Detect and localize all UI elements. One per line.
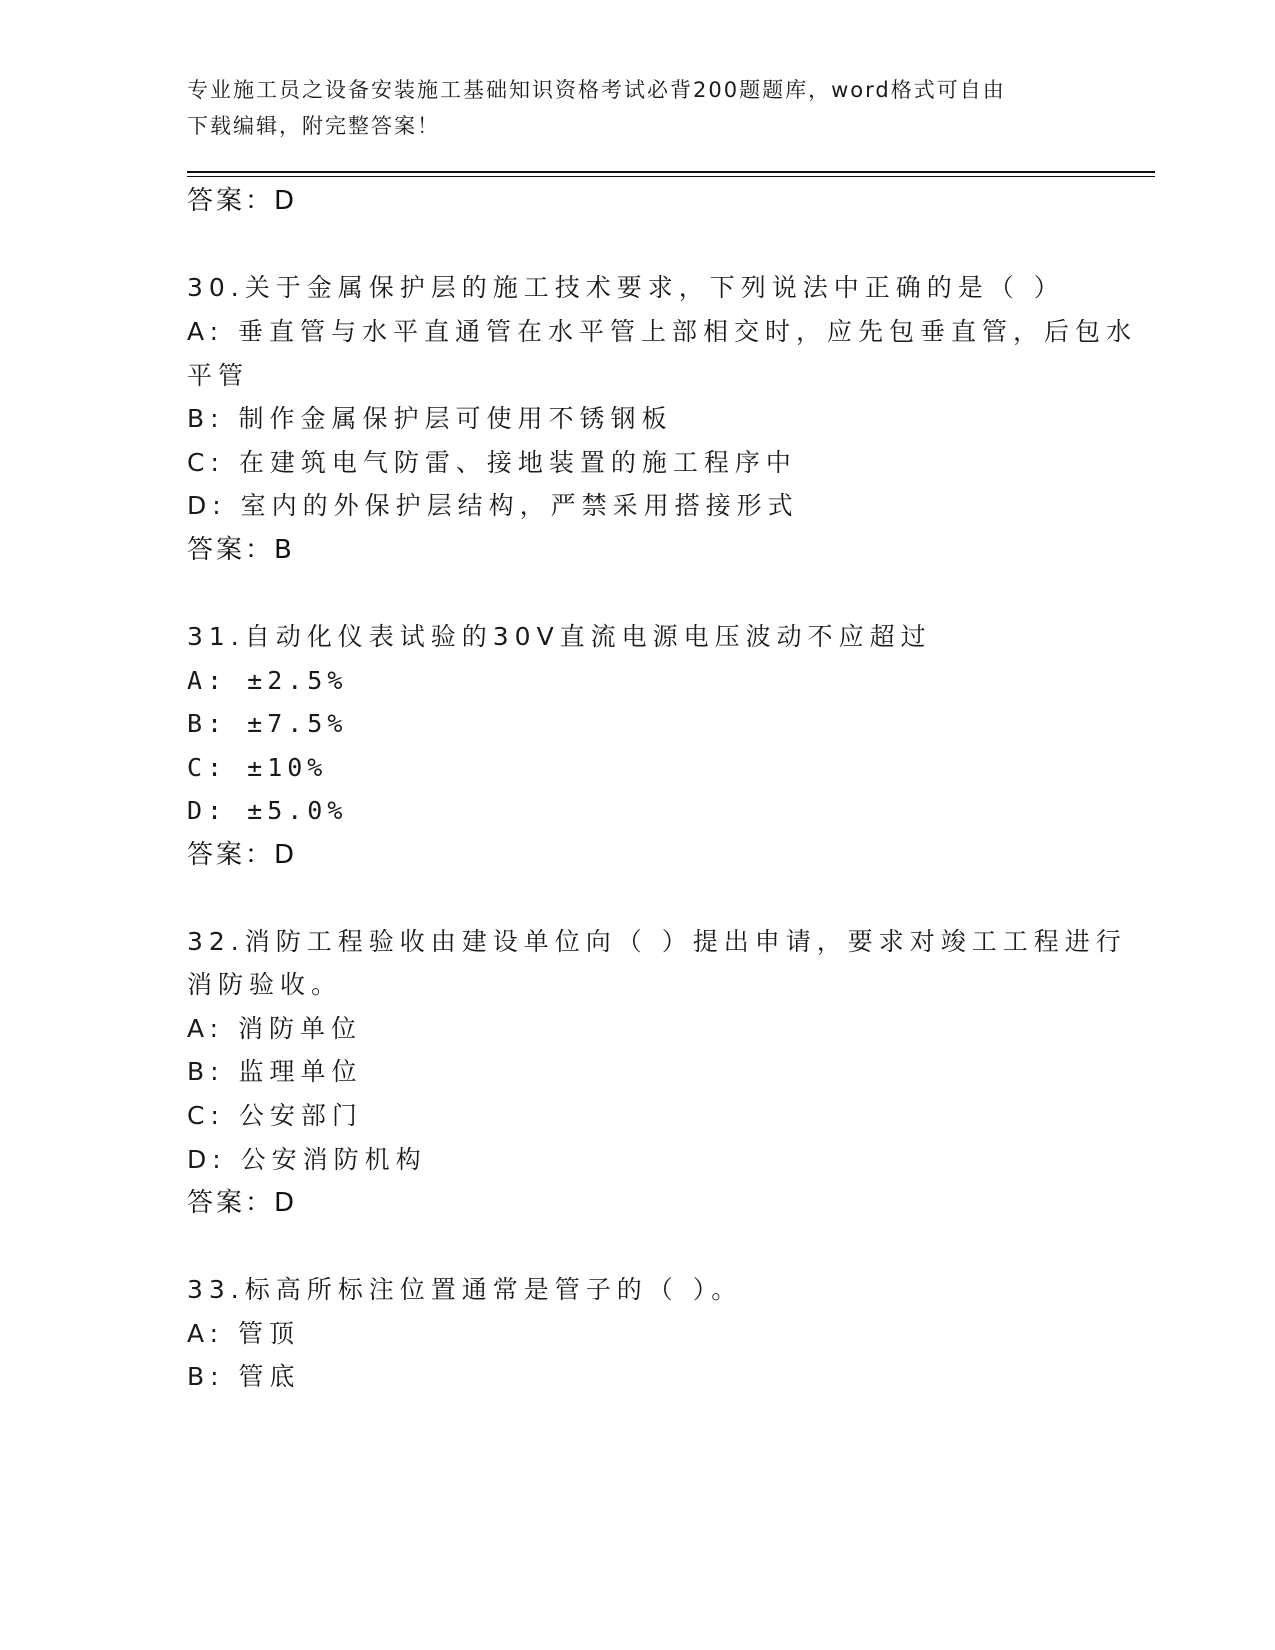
question-31-option-c: C: ±10% (187, 753, 328, 782)
question-33-option-b: B: 管底 (187, 1362, 301, 1391)
question-30-option-c: C: 在建筑电气防雷、接地装置的施工程序中 (187, 448, 797, 477)
question-32-option-b: B: 监理单位 (187, 1057, 363, 1086)
question-30-option-b: B: 制作金属保护层可使用不锈钢板 (187, 404, 673, 433)
answer-29: 答案：D (187, 186, 298, 216)
header-rule-thick (187, 171, 1155, 173)
question-32-option-a: A: 消防单位 (187, 1014, 363, 1043)
question-30-stem: 30.关于金属保护层的施工技术要求，下列说法中正确的是（ ） (187, 273, 1065, 302)
document-header (187, 72, 1077, 144)
header-line-2: 下载编辑，附完整答案！ (187, 114, 440, 138)
header-rule-thin (187, 176, 1155, 177)
question-32-stem-line-2: 消防验收。 (187, 970, 343, 999)
question-30-option-a-line-2: 平管 (187, 361, 250, 390)
header-line-1: 专业施工员之设备安装施工基础知识资格考试必背200题题库，word格式可自由 (187, 78, 1006, 102)
question-33-option-a: A: 管顶 (187, 1319, 301, 1348)
question-31-stem: 31.自动化仪表试验的30V直流电源电压波动不应超过 (187, 622, 932, 651)
question-32-option-d: D: 公安消防机构 (187, 1145, 427, 1174)
question-32-stem-line-1: 32.消防工程验收由建设单位向（ ）提出申请，要求对竣工工程进行 (187, 927, 1127, 956)
question-31-option-a: A: ±2.5% (187, 666, 348, 695)
question-30-option-d: D: 室内的外保护层结构，严禁采用搭接形式 (187, 491, 799, 520)
question-31-option-b: B: ±7.5% (187, 709, 348, 738)
question-32-option-c: C: 公安部门 (187, 1101, 363, 1130)
answer-31: 答案：D (187, 840, 298, 870)
answer-32: 答案：D (187, 1188, 298, 1218)
question-31-option-d: D: ±5.0% (187, 796, 348, 825)
question-30-option-a-line-1: A: 垂直管与水平直通管在水平管上部相交时，应先包垂直管，后包水 (187, 317, 1138, 346)
answer-30: 答案：B (187, 535, 295, 565)
question-33-stem: 33.标高所标注位置通常是管子的（ ）。 (187, 1275, 743, 1304)
